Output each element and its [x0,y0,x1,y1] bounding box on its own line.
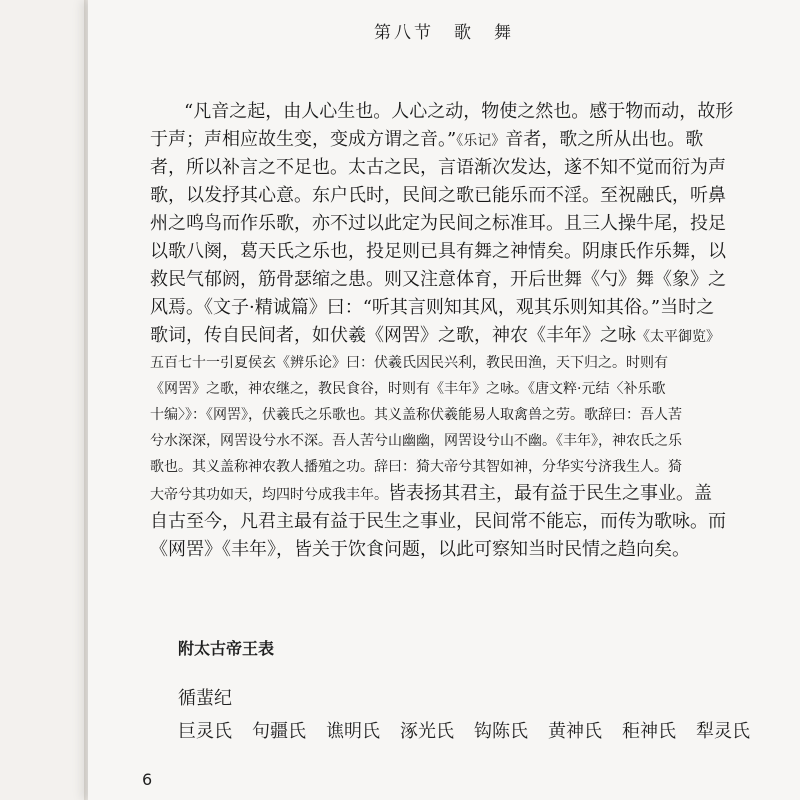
body-line [150,98,734,126]
body-text-segment: 皆表扬其君主，最有益于民生之事业。盖 [388,483,712,504]
ruler-name: 钩陈氏 [474,721,528,742]
ruler-name: 句疆氏 [252,721,306,742]
body-line [150,182,726,210]
ruler-name: 巨灵氏 [178,721,232,742]
body-text-segment: 自古至今，凡君主最有益于民生之事业，民间常不能忘，而传为歌咏。而 [150,511,726,532]
body-line [150,238,726,266]
body-text-segment: 《网罟》《丰年》，皆关于饮食问题，以此可察知当时民情之趋向矣。 [150,539,690,560]
ruler-name: 黄神氏 [548,721,602,742]
body-text-segment: 者，所以补言之不足也。太古之民，言语渐次发达，遂不知不觉而衍为声 [150,157,726,178]
citation-text: 歌也。其义盖称神农教人播殖之功。辞曰：猗大帝兮其智如神，分华实兮济我生人。猗 [150,459,682,475]
body-line [150,322,720,350]
body-text [150,98,734,564]
ruler-name: 涿光氏 [400,721,454,742]
body-line [150,350,690,376]
body-text-segment: 歌词，传自民间者，如伏羲《网罟》之歌，神农《丰年》之咏 [150,325,636,346]
body-line [150,376,690,402]
body-text-segment: 风焉。《文子·精诚篇》曰：“听其言则知其风，观其乐则知其俗。”当时之 [150,297,715,318]
ruler-list [178,717,750,743]
body-line [150,126,704,154]
page-number: 6 [142,770,153,789]
section-title: 第八节 歌 舞 [374,23,514,43]
citation-text: 十编〉》：《网罟》，伏羲氏之乐歌也。其义盖称伏羲能易人取禽兽之劳。歌辞曰：吾人苦 [150,407,682,423]
citation-text: 五百七十一引夏侯玄《辨乐论》曰：伏羲氏因民兴利，教民田渔，天下归之。时则有 [150,355,668,371]
citation-text: 兮水深深，网罟设兮水不深。吾人苦兮山幽幽，网罟设兮山不幽。《丰年》，神农氏之乐 [150,433,682,449]
body-line [150,480,712,508]
body-text-segment: 州之鸣鸟而作乐歌，亦不过以此定为民间之标准耳。且三人操牛尾，投足 [150,213,726,234]
body-line [150,294,715,322]
body-text-segment: 救民气郁阏，筋骨瑟缩之患。则又注意体育，开后世舞《勺》舞《象》之 [150,269,726,290]
body-line [150,454,690,480]
body-line [150,266,726,294]
citation-text: 《网罟》之歌，神农继之，教民食谷，时则有《丰年》之咏。《唐文粹·元结〈补乐歌 [150,381,666,397]
citation-text: 《太平御览》 [636,329,720,345]
body-line [150,402,690,428]
body-text-segment: 歌，以发抒其心意。东户氏时，民间之歌已能乐而不淫。至祝融氏，听鼻 [150,185,726,206]
dynasty-label: 循蜚纪 [178,688,232,709]
ruler-name: 犁灵氏 [696,721,750,742]
body-line [150,536,690,564]
body-line [150,210,726,238]
citation-text: 《乐记》 [456,133,506,149]
citation-text: 大帝兮其功如天，均四时兮成我丰年。 [150,487,388,503]
appendix-title: 附太古帝王表 [178,639,275,658]
body-line [150,508,726,536]
ruler-name: 谯明氏 [326,721,380,742]
body-text-segment: “凡音之起，由人心生也。人心之动，物使之然也。感于物而动，故形 [184,101,734,122]
ruler-name: 秬神氏 [622,721,676,742]
body-text-segment: 于声；声相应故生变，变成方谓之音。” [150,129,457,150]
body-line [150,154,726,182]
body-line [150,428,690,454]
body-text-segment: 以歌八阕，葛天氏之乐也，投足则已具有舞之神情矣。阴康氏作乐舞，以 [150,241,726,262]
body-text-segment: 音者，歌之所从出也。歌 [505,129,704,150]
